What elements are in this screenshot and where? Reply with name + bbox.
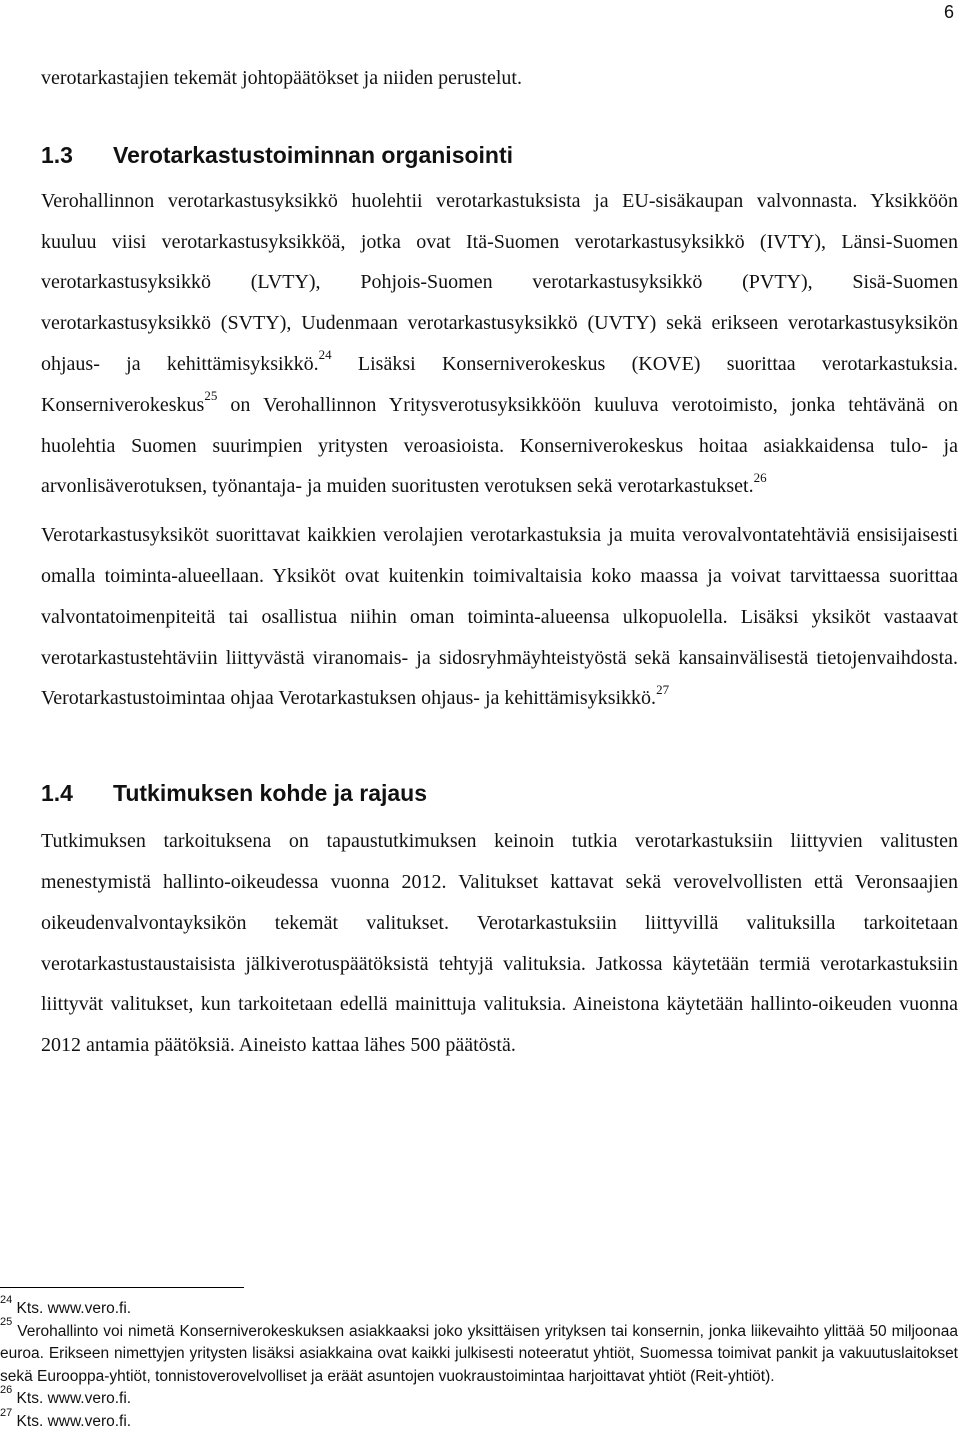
footnote-ref[interactable]: 24 [318,347,332,363]
section-title: Tutkimuksen kohde ja rajaus [113,780,428,807]
footnotes [0,1293,958,1434]
footnote-mark: 24 [0,1293,13,1306]
paragraph-text: on Verohallinnon Yritysverotusyksikköön kuuluva verotoimisto, jonka tehtävänä on huolehtia Suomen suurimpien yritysten veroasioista. Konserniverokeskus hoitaa asiakkaidensa tulo- ja arvonlisäverotuksen, työnantaja- ja muiden suoritusten verotuksen sekä verotarkastukset. [41,393,958,498]
footnote-ref[interactable]: 26 [753,469,767,485]
page-number: 6 [943,2,954,22]
section-number: 1.4 [41,780,73,807]
footnote-mark: 26 [0,1384,13,1397]
footnote-mark: 25 [0,1316,13,1329]
paragraph: Tutkimuksen tarkoituksena on tapaustutkimuksen keinoin tutkia verotarkastuksiin liittyvien valitusten menestymistä hallinto-oikeudessa vuonna 2012. Valitukset kattavat sekä verovelvollisten että Veronsaajien oikeudenvalvontayksikön tekemät valitukset. Verotarkastuksiin liittyvillä valituksilla tarkoitetaan verotarkastustaustaisista jälkiverotuspäätöksistä tehtyjä valituksia. Jatkossa käytetään termiä verotarkastuksiin liittyvät valitukset, kun tarkoitetaan edellä mainittuja valituksia. Aineistona käytetään hallinto-oikeuden vuonna 2012 antamia päätöksiä. Aineisto kattaa lähes 500 päätöstä. [41,830,958,1057]
footnote-25 [0,1316,958,1389]
section-1-3 [41,141,958,719]
section-heading [41,779,958,807]
paragraph-text: Verohallinnon verotarkastusyksikkö huolehtii verotarkastuksista ja EU-sisäkaupan valvonnasta. Yksikköön kuuluu viisi verotarkastusyksikköä, jotka ovat Itä-Suomen verotarkastusyksikkö (IVTY), Länsi-Suomen verotarkastusyksikkö (LVTY), Pohjois-Suomen verotarkastusyksikkö (PVTY), Sisä-Suomen verotarkastusyksikkö (SVTY), Uudenmaan verotarkastusyksikkö (UVTY) sekä erikseen verotarkastusyksikön ohjaus- ja kehittämisyksikkö. [41,189,958,375]
footnote-separator [0,1287,244,1288]
footnote-text: Kts. www.vero.fi. [12,1412,132,1430]
footnote-text: Kts. www.vero.fi. [12,1390,132,1408]
footnote-27 [0,1406,958,1434]
footnote-ref[interactable]: 25 [204,388,218,404]
paragraph [41,515,958,719]
footnote-24 [0,1293,958,1321]
footnote-text: Verohallinto voi nimetä Konserniverokeskuksen asiakkaaksi joko yksittäisen yrityksen tai konsernin, jonka liikevaihto ylittää 50 miljoonaa euroa. Erikseen nimettyjen yritysten lisäksi asiakkaina ovat kaikki julkisesti noteeratut yhtiöt, Suomessa toimivat pankit ja vakuutuslaitokset sekä Eurooppa-yhtiöt, tonnistoverovelvolliset ja eräät asuntojen vuokraustoimintaa harjoittavat yhtiöt (Reit-yhtiöt). [0,1322,958,1385]
lead-line: verotarkastajien tekemät johtopäätökset ja niiden perustelut. [41,67,522,89]
footnote-26 [0,1384,958,1411]
paragraph-text: Verotarkastusyksiköt suorittavat kaikkien verolajien verotarkastuksia ja muita verovalvontatehtäviä ensisijaisesti omalla toiminta-alueellaan. Yksiköt ovat kuitenkin toimivaltaisia koko maassa ja voivat tarvittaessa suorittaa valvontatoimenpiteitä tai osallistua niihin oman toiminta-alueensa ulkopuolella. Lisäksi yksiköt vastaavat verotarkastustehtäviin liittyvästä viranomais- ja sidosryhmäyhteistyöstä sekä kansainvälisestä tietojenvaihdosta. Verotarkastustoimintaa ohjaa Verotarkastuksen ohjaus- ja kehittämisyksikkö. [41,524,958,710]
paragraph-text: Lisäksi Konserniverokeskus (KOVE) suorittaa verotarkastuksia. Konserniverokeskus [41,352,958,416]
page-body [41,64,958,1066]
footnote-mark: 27 [0,1406,13,1419]
footnote-text: Kts. www.vero.fi. [12,1300,132,1317]
paragraph [41,181,958,507]
section-number: 1.3 [41,141,73,168]
footnote-ref[interactable]: 27 [656,681,670,697]
section-title: Verotarkastustoiminnan organisointi [113,141,514,168]
section-1-4 [41,779,958,1066]
section-heading [41,141,958,169]
